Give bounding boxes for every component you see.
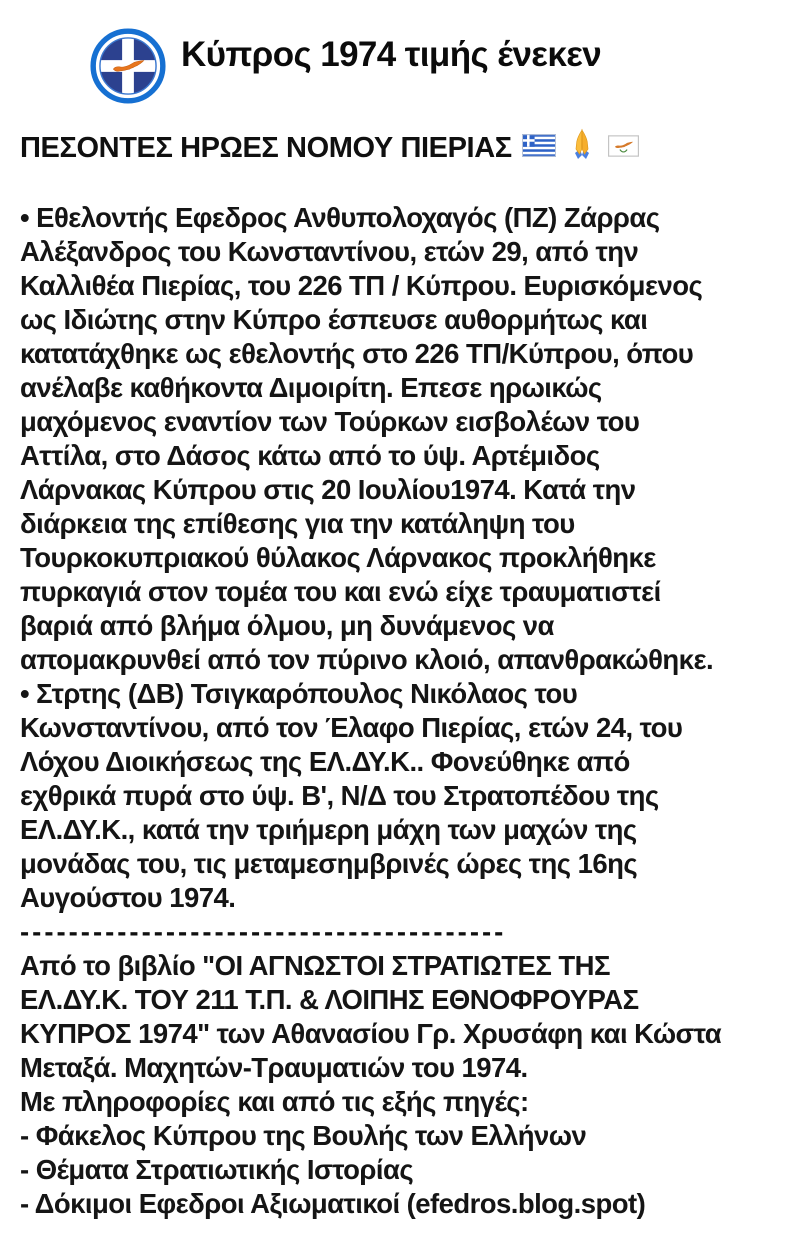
body-text-line: Λάρνακας Κύπρου στις 20 Ιουλίου1974. Κατά την <box>20 474 636 505</box>
body-text-line: ανέλαβε καθήκοντα Διμοιρίτη. Επεσε ηρωικώς <box>20 372 602 403</box>
body-text-line: εχθρικά πυρά στο ύψ. Β', Ν/Δ του Στρατοπέδου της <box>20 780 659 811</box>
body-text-line: Λόχου Διοικήσεως της ΕΛ.ΔΥ.Κ.. Φονεύθηκε από <box>20 746 630 777</box>
source-text-line: - Δόκιμοι Εφεδροι Αξιωματικοί (efedros.blog.spot) <box>20 1188 646 1219</box>
post-heading-row <box>20 128 639 168</box>
dashed-separator: ---------------------------------------- <box>20 916 507 947</box>
body-text-line: Αλέξανδρος του Κωνσταντίνου, ετών 29, από την <box>20 236 639 267</box>
body-text-line: ως Ιδιώτης στην Κύπρο έσπευσε αυθορμήτως και <box>20 304 648 335</box>
body-text-line: • Εθελοντής Εφεδρος Ανθυπολοχαγός (ΠΖ) Ζάρρας <box>20 202 660 233</box>
source-text-line: Από το βιβλίο "ΟΙ ΑΓΝΩΣΤΟΙ ΣΤΡΑΤΙΩΤΕΣ ΤΗΣ <box>20 950 610 981</box>
source-text-line: - Θέματα Στρατιωτικής Ιστορίας <box>20 1154 414 1185</box>
body-text-line: μονάδας του, τις μεταμεσημβρινές ώρες της 16ης <box>20 848 638 879</box>
greece-flag-icon <box>522 132 556 165</box>
source-text-line: - Φάκελος Κύπρου της Βουλής των Ελλήνων <box>20 1120 587 1151</box>
body-text-line: πυρκαγιά στον τομέα του και ενώ είχε τραυματιστεί <box>20 576 661 607</box>
source-text-line: ΕΛ.ΔΥ.Κ. ΤΟΥ 211 Τ.Π. & ΛΟΙΠΗΣ ΕΘΝΟΦΡΟΥΡΑΣ <box>20 984 639 1015</box>
body-text-line: διάρκεια της επίθεσης για την κατάληψη του <box>20 508 575 539</box>
post-body <box>20 201 794 1221</box>
post-header <box>90 28 601 104</box>
cyprus-flag-icon <box>608 132 639 165</box>
page-title[interactable]: Κύπρος 1974 τιμής ένεκεν <box>181 35 602 74</box>
body-text-line: Καλλιθέα Πιερίας, του 226 ΤΠ / Κύπρου. Ευρισκόμενος <box>20 270 703 301</box>
page-avatar-logo-icon[interactable] <box>90 28 166 104</box>
body-text-line: Αυγούστου 1974. <box>20 882 236 913</box>
praying-hands-icon <box>566 128 598 168</box>
body-paragraphs <box>20 201 794 915</box>
body-text-line: • Στρτης (ΔΒ) Τσιγκαρόπουλος Νικόλαος του <box>20 678 578 709</box>
body-text-line: απομακρυνθεί από τον πύρινο κλοιό, απανθρακώθηκε. <box>20 644 714 675</box>
body-text-line: ΕΛ.ΔΥ.Κ., κατά την τριήμερη μάχη των μαχών της <box>20 814 637 845</box>
body-text-line: Κωνσταντίνου, από τον Έλαφο Πιερίας, ετών 24, του <box>20 712 683 743</box>
source-text-line: ΚΥΠΡΟΣ 1974" των Αθανασίου Γρ. Χρυσάφη και Κώστα <box>20 1018 722 1049</box>
body-text-line: Αττίλα, στο Δάσος κάτω από το ύψ. Αρτέμιδος <box>20 440 600 471</box>
body-text-line: βαριά από βλήμα όλμου, μη δυνάμενος να <box>20 610 554 641</box>
source-text-line: Με πληροφορίες και από τις εξής πηγές: <box>20 1086 529 1117</box>
body-text-line: κατατάχθηκε ως εθελοντής στο 226 ΤΠ/Κύπρου, όπου <box>20 338 694 369</box>
source-text-line: Μεταξά. Μαχητών-Τραυματιών του 1974. <box>20 1052 528 1083</box>
body-text-line: μαχόμενος εναντίον των Τούρκων εισβολέων του <box>20 406 640 437</box>
body-text-line: Τουρκοκυπριακού θύλακος Λάρνακος προκλήθηκε <box>20 542 656 573</box>
post-heading-text: ΠΕΣΟΝΤΕΣ ΗΡΩΕΣ ΝΟΜΟΥ ΠΙΕΡΙΑΣ <box>20 131 512 164</box>
source-paragraphs <box>20 949 794 1221</box>
